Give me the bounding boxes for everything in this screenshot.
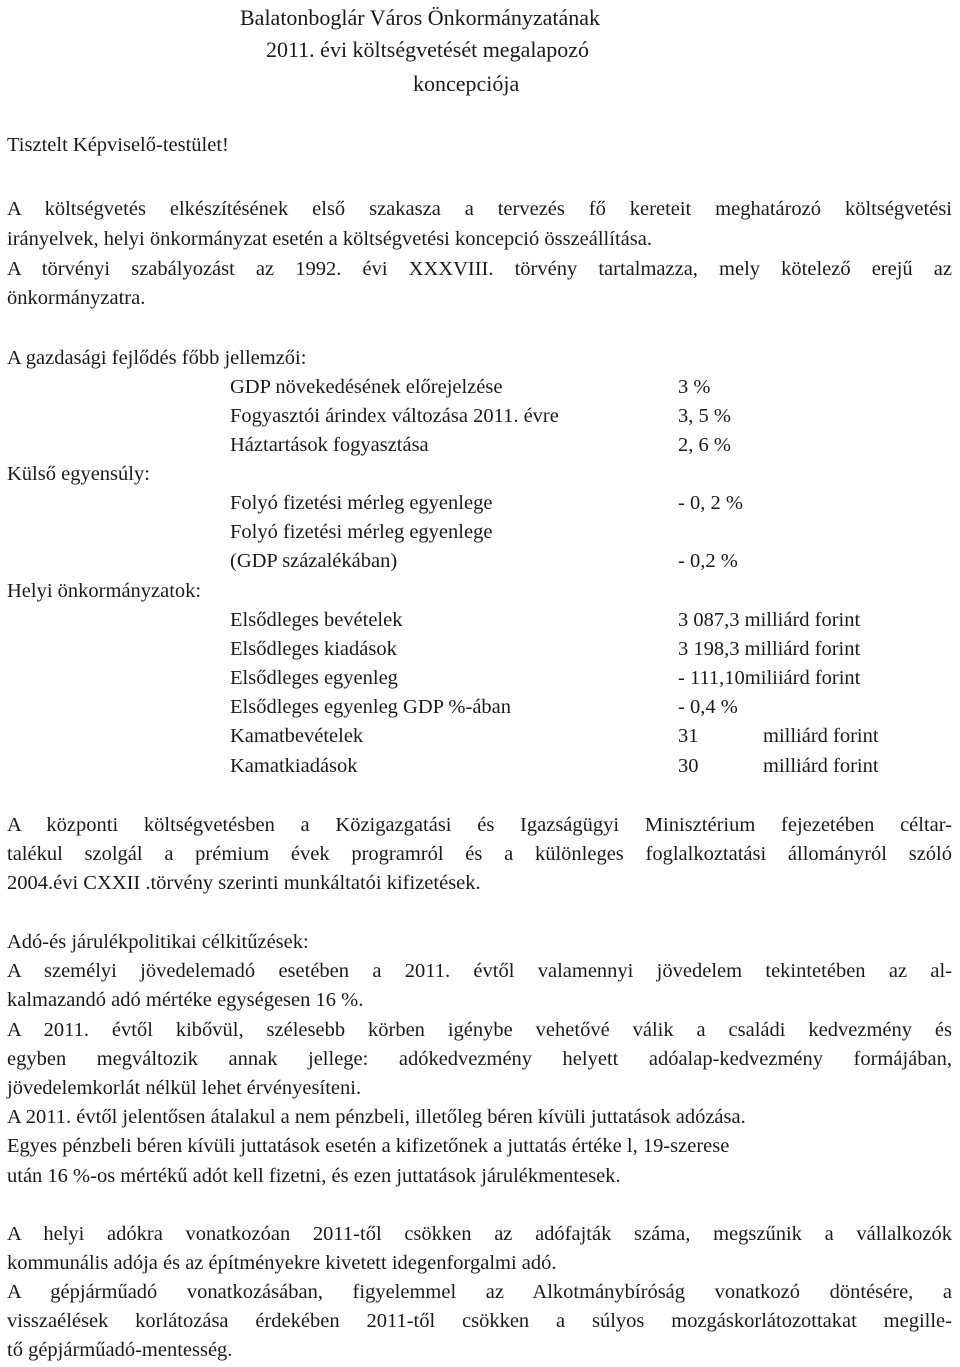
tax-line-4: egyben megváltozik annak jellege: adókedvezmény helyett adóalap-kedvezmény formájában, bbox=[7, 1048, 952, 1070]
local-label-expenditure: Elsődleges kiadások bbox=[230, 638, 397, 660]
central-line-3: 2004.évi CXXII .törvény szerinti munkáltatói kifizetések. bbox=[7, 872, 481, 894]
local-value-balance-gdp: - 0,4 % bbox=[678, 696, 738, 718]
tax-line-6: A 2011. évtől jelentősen átalakul a nem pénzbeli, illetőleg béren kívüli juttatások adózása. bbox=[7, 1106, 746, 1128]
title-line-2: 2011. évi költségvetését megalapozó bbox=[266, 37, 589, 62]
external-heading: Külső egyensúly: bbox=[7, 463, 150, 485]
economy-value-cpi: 3, 5 % bbox=[678, 405, 731, 427]
local-label-balance: Elsődleges egyenleg bbox=[230, 667, 398, 689]
local-label-interest-income: Kamatbevételek bbox=[230, 725, 364, 747]
central-line-1: A központi költségvetésben a Közigazgatási és Igazságügyi Minisztérium fejezetében céltar- bbox=[7, 814, 952, 836]
external-value-2: - 0,2 % bbox=[678, 550, 738, 572]
tax-line-7: Egyes pénzbeli béren kívüli juttatások esetén a kifizetőnek a juttatás értéke l, 19-szerese bbox=[7, 1135, 730, 1157]
intro-line-3: A törvényi szabályozást az 1992. évi XXXVIII. törvény tartalmazza, mely kötelező erejű az bbox=[7, 258, 952, 280]
local-value-expenditure: 3 198,3 milliárd forint bbox=[678, 638, 861, 660]
local-tax-line-2: kommunális adója és az építményekre kivetett idegenforgalmi adó. bbox=[7, 1252, 557, 1274]
tax-heading: Adó-és járulékpolitikai célkitűzések: bbox=[7, 931, 309, 953]
title-line-3: koncepciója bbox=[413, 71, 520, 96]
external-label-2b: (GDP százalékában) bbox=[230, 550, 398, 572]
local-value-balance: - 111,10miliiárd forint bbox=[678, 667, 861, 689]
economy-value-gdp: 3 % bbox=[678, 376, 711, 398]
local-label-revenue: Elsődleges bevételek bbox=[230, 609, 403, 631]
title-line-1: Balatonboglár Város Önkormányzatának bbox=[240, 5, 601, 30]
external-label-1: Folyó fizetési mérleg egyenlege bbox=[230, 492, 493, 514]
local-unit-interest-income: milliárd forint bbox=[763, 725, 879, 747]
local-tax-line-1: A helyi adókra vonatkozóan 2011-től csökken az adófajták száma, megszűnik a vállalkozók bbox=[7, 1223, 952, 1245]
document-title bbox=[0, 0, 960, 100]
local-tax-line-4: visszaélések korlátozása érdekében 2011-től csökken a súlyos mozgáskorlátozottakat megille- bbox=[7, 1310, 952, 1332]
economy-label-households: Háztartások fogyasztása bbox=[230, 434, 429, 456]
local-tax-line-5: tő gépjárműadó-mentesség. bbox=[7, 1339, 233, 1361]
tax-line-2: kalmazandó adó mértéke egységesen 16 %. bbox=[7, 989, 364, 1011]
local-value-interest-expense: 30 bbox=[678, 755, 699, 777]
local-label-interest-expense: Kamatkiadások bbox=[230, 755, 358, 777]
external-value-1: - 0, 2 % bbox=[678, 492, 743, 514]
tax-line-3: A 2011. évtől kibővül, szélesebb körben igénybe vehetővé válik a családi kedvezmény és bbox=[7, 1019, 952, 1041]
economy-label-gdp: GDP növekedésének előrejelzése bbox=[230, 376, 503, 398]
tax-line-8: után 16 %-os mértékű adót kell fizetni, és ezen juttatások járulékmentesek. bbox=[7, 1165, 621, 1187]
intro-line-2: irányelvek, helyi önkormányzat esetén a költségvetési koncepció összeállítása. bbox=[7, 228, 652, 250]
external-label-2a: Folyó fizetési mérleg egyenlege bbox=[230, 521, 493, 543]
salutation: Tisztelt Képviselő-testület! bbox=[7, 134, 229, 156]
local-tax-line-3: A gépjárműadó vonatkozásában, figyelemmel az Alkotmánybíróság vonatkozó döntésére, a bbox=[7, 1281, 952, 1303]
local-value-revenue: 3 087,3 milliárd forint bbox=[678, 609, 861, 631]
intro-line-4: önkormányzatra. bbox=[7, 287, 146, 309]
economy-heading: A gazdasági fejlődés főbb jellemzői: bbox=[7, 347, 307, 369]
intro-line-1: A költségvetés elkészítésének első szakasza a tervezés fő kereteit meghatározó költségvetési bbox=[7, 198, 952, 220]
economy-label-cpi: Fogyasztói árindex változása 2011. évre bbox=[230, 405, 559, 427]
local-heading: Helyi önkormányzatok: bbox=[7, 580, 202, 602]
central-line-2: talékul szolgál a prémium évek programról és a különleges foglalkoztatási állományról szóló bbox=[7, 843, 952, 865]
economy-value-households: 2, 6 % bbox=[678, 434, 731, 456]
tax-line-1: A személyi jövedelemadó esetében a 2011. évtől valamennyi jövedelem tekintetében az al- bbox=[7, 960, 952, 982]
local-value-interest-income: 31 bbox=[678, 725, 699, 747]
local-unit-interest-expense: milliárd forint bbox=[763, 755, 879, 777]
local-label-balance-gdp: Elsődleges egyenleg GDP %-ában bbox=[230, 696, 512, 718]
tax-line-5: jövedelemkorlát nélkül lehet érvényesíteni. bbox=[7, 1077, 362, 1099]
